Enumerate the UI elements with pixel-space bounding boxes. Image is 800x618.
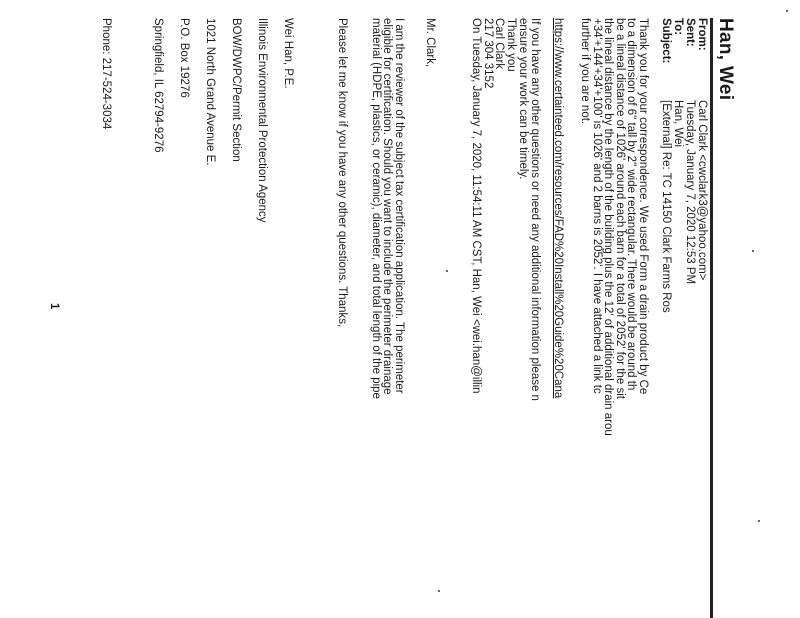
signature-line: 217 304 3152 — [482, 18, 494, 89]
greeting: Mr. Clark, — [424, 18, 436, 68]
body-line: I am the reviewer of the subject tax certification application. The perimeter — [393, 18, 405, 394]
original-paragraph — [370, 18, 405, 399]
body-line: ensure your work can be timely. — [517, 18, 530, 180]
body-line: further if you are not. — [579, 18, 592, 125]
scan-speck — [752, 250, 754, 252]
contact-line: BOW/DWPC/Permit Section — [230, 18, 242, 162]
header-label: Subject: — [660, 18, 672, 64]
header-value: Tuesday, January 7, 2020 12:53 PM — [684, 100, 696, 285]
scan-speck — [446, 270, 448, 272]
reply-paragraph — [579, 18, 648, 436]
contact-block — [86, 18, 294, 223]
body-line: to a dimension of 6" tall by 2" wide rectangular. There would be around th — [625, 18, 638, 391]
signature-line: Carl Clark — [493, 18, 506, 70]
sender-name-heading: Han, Wei — [715, 18, 736, 101]
header-value: Han, Wei — [672, 100, 684, 148]
body-line: eligible for certification. Should you want to include the perimeter drainage — [381, 18, 394, 395]
header-label: Sent: — [684, 18, 696, 47]
contact-line: Phone: 217-524-3034 — [100, 18, 112, 130]
header-row-sent — [684, 18, 696, 313]
page-number: 1 — [48, 303, 60, 310]
heading-rule — [710, 18, 713, 618]
contact-line: Illinois Environmental Protection Agency — [256, 18, 268, 223]
closing-line: Please let me know if you have any other questions. Thanks, — [336, 18, 348, 328]
install-guide-link[interactable]: https://www.certainteed.com/resources/FAD%20Install%20Guide%20Cana — [552, 18, 564, 399]
header-label: To: — [672, 18, 684, 36]
contact-line: Springfield, IL 62794-9276 — [152, 18, 164, 153]
followup-paragraph — [517, 18, 540, 401]
contact-line: P.O. Box 19276 — [178, 18, 190, 98]
contact-line — [112, 18, 138, 223]
body-line: If you have any other questions or need any additional information please n — [529, 18, 541, 401]
contact-line: Wei Han, P.E. — [282, 18, 294, 89]
email-header — [660, 18, 708, 313]
header-row-to — [672, 18, 684, 313]
header-value: Carl Clark <cwclark3@yahoo.com> — [696, 100, 708, 281]
header-value: [External] Re: TC 14150 Clark Farms Ros — [660, 100, 672, 313]
body-line: the lineal distance by the length of the building plus the 12' of additional drain arou — [602, 18, 615, 436]
scan-speck — [758, 520, 760, 522]
body-line: +34'+144'+34'+100' is 1026' and 2 barns is 2052'. I have attached a link tc — [591, 18, 603, 394]
header-row-subject — [660, 18, 672, 313]
body-line: material (HDPE, plastics, or ceramic), diameter, and total length of the pipe — [370, 18, 382, 399]
quoted-header-line: On Tuesday, January 7, 2020, 11:54:11 AM CST, Han, Wei <wei.han@illin — [470, 18, 483, 394]
signature-line: Thank you — [505, 18, 517, 72]
body-line: Thank you for your correspondence. We used Form a drain product by Ce — [637, 18, 649, 395]
contact-line: 1021 North Grand Avenue E. — [204, 18, 216, 166]
body-line: be a lineal distance of 1026' around each barn for a total of 2052' for the sit — [614, 18, 626, 399]
reply-signature — [470, 18, 516, 394]
scan-speck — [786, 10, 788, 12]
header-label: From: — [696, 18, 708, 51]
scan-speck — [438, 590, 440, 592]
header-row-from — [696, 18, 708, 313]
